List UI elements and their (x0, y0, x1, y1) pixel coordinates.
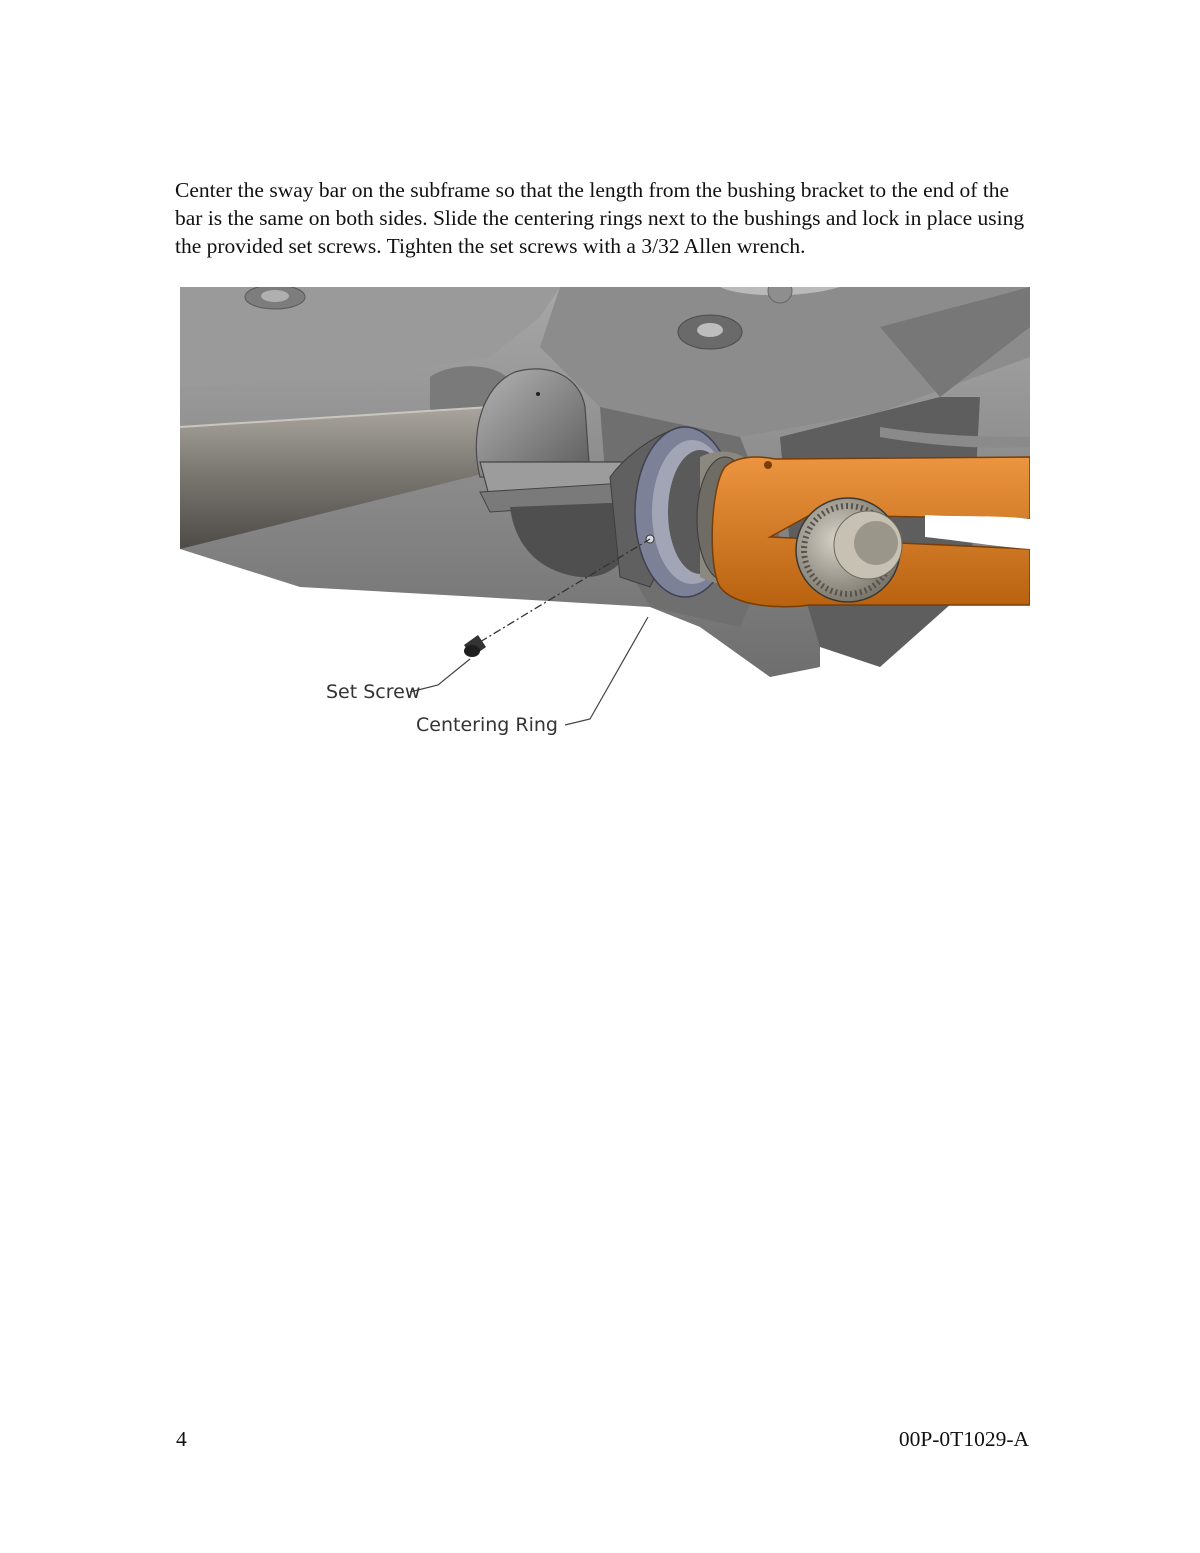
centering-ring-callout: Centering Ring (416, 714, 558, 736)
page-number: 4 (176, 1427, 187, 1451)
centering-ring-leader-line (565, 617, 648, 725)
set-screw-callout: Set Screw (326, 681, 421, 703)
end-link (712, 457, 1030, 607)
instruction-paragraph: Center the sway bar on the subframe so that the length from the bushing bracket to the end of the bar is the same on both sides. Slide the centering rings next to the bushings and lock in place using the provided set screws. Tighten the set screws with a 3/32 Allen wrench. (175, 178, 1025, 258)
document-code: 00P-0T1029-A (898, 1427, 1029, 1451)
assembly-illustration (180, 287, 1030, 747)
